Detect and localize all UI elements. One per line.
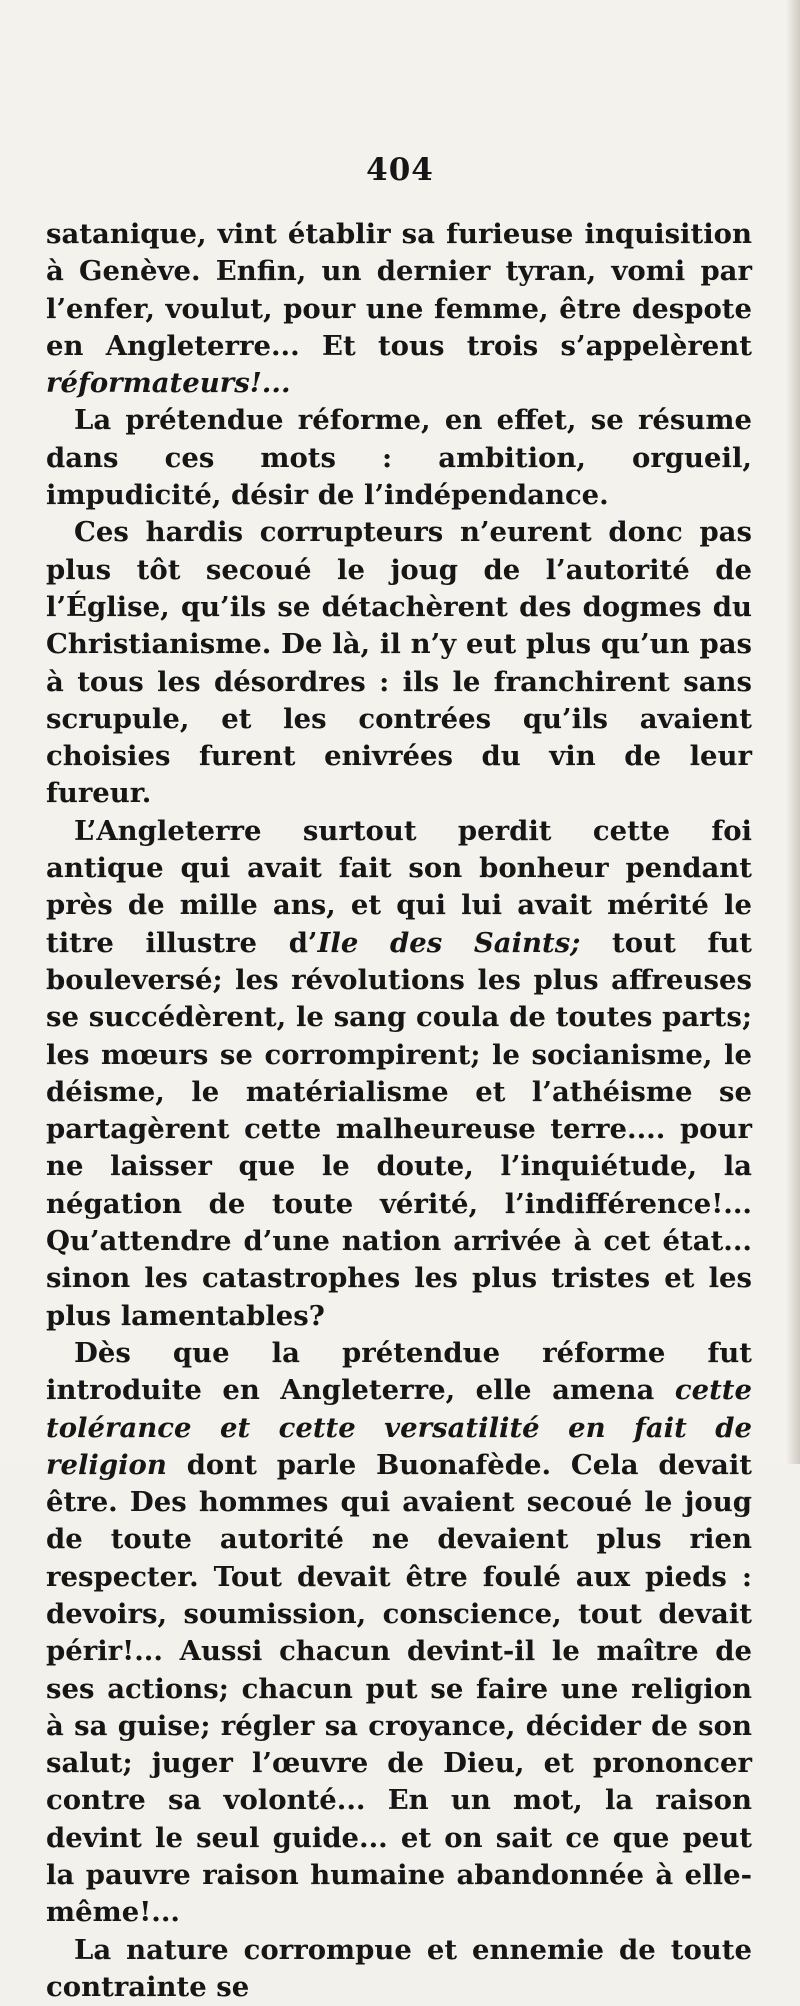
- text-run: satanique, vint établir sa furieuse inquisition à Genève. Enfin, un dernier tyran, vomi par l’enfer, voulut, pour une femme, être despote en Angleterre... Et tous trois s’appelèrent: [46, 218, 752, 362]
- page-edge-shadow: [786, 0, 800, 1464]
- body-text: [46, 216, 752, 2006]
- paragraph: [46, 1335, 752, 1932]
- text-run: L’Angleterre surtout perdit cette foi antique qui avait fait son bonheur pendant près de mille ans, et qui lui avait mérité le titre illustre d’: [46, 814, 752, 959]
- text-run: Dès que la prétendue réforme fut introduite en Angleterre, elle amena: [46, 1336, 752, 1407]
- text-run: La nature corrompue et ennemie de toute contrainte se: [46, 1933, 752, 2003]
- paragraph: [46, 1932, 752, 2006]
- text-run: Ces hardis corrupteurs n’eurent donc pas plus tôt secoué le joug de l’autorité de l’Église, qu’ils se détachèrent des dogmes du Christianisme. De là, il n’y eut plus qu’un pas à tous les désordres : ils le franchirent sans scrupule, et les contrées qu’ils avaient choisies furent enivrées du vin de leur fureur.: [46, 516, 752, 810]
- italic-text: réformateurs!...: [46, 367, 291, 400]
- italic-text: cette tolérance et cette versatilité en fait de religion: [46, 1374, 752, 1481]
- paragraph: [46, 813, 752, 1335]
- italic-text: Ile des Saints;: [317, 926, 581, 959]
- paragraph: [46, 216, 752, 402]
- text-run: tout fut bouleversé; les révolutions les plus affreuses se succédèrent, le sang coula de toutes parts; les mœurs se corrompirent; le socianisme, le déisme, le matérialisme et l’athéisme se partagèrent cette malheureuse terre.... pour ne laisser que le doute, l’inquiétude, la négation de toute vérité, l’indifférence!... Qu’attendre d’une nation arrivée à cet état... sinon les catastrophes les plus tristes et les plus lamentables?: [46, 926, 752, 1332]
- text-run: dont parle Buonafède. Cela devait être. Des hommes qui avaient secoué le joug de toute autorité ne devaient plus rien respecter. Tout devait être foulé aux pieds : devoirs, soumission, conscience, tout devait périr!... Aussi chacun devint-il le maître de ses actions; chacun put se faire une religion à sa guise; régler sa croyance, décider de son salut; juger l’œuvre de Dieu, et prononcer contre sa volonté... En un mot, la raison devint le seul guide... et on sait ce que peut la pauvre raison humaine abandonnée à elle-même!...: [46, 1448, 752, 1929]
- paragraph: [46, 514, 752, 812]
- paragraph: [46, 402, 752, 514]
- page-number: 404: [366, 152, 434, 188]
- text-run: La prétendue réforme, en effet, se résume dans ces mots : ambition, orgueil, impudicité, désir de l’indépendance.: [46, 404, 752, 512]
